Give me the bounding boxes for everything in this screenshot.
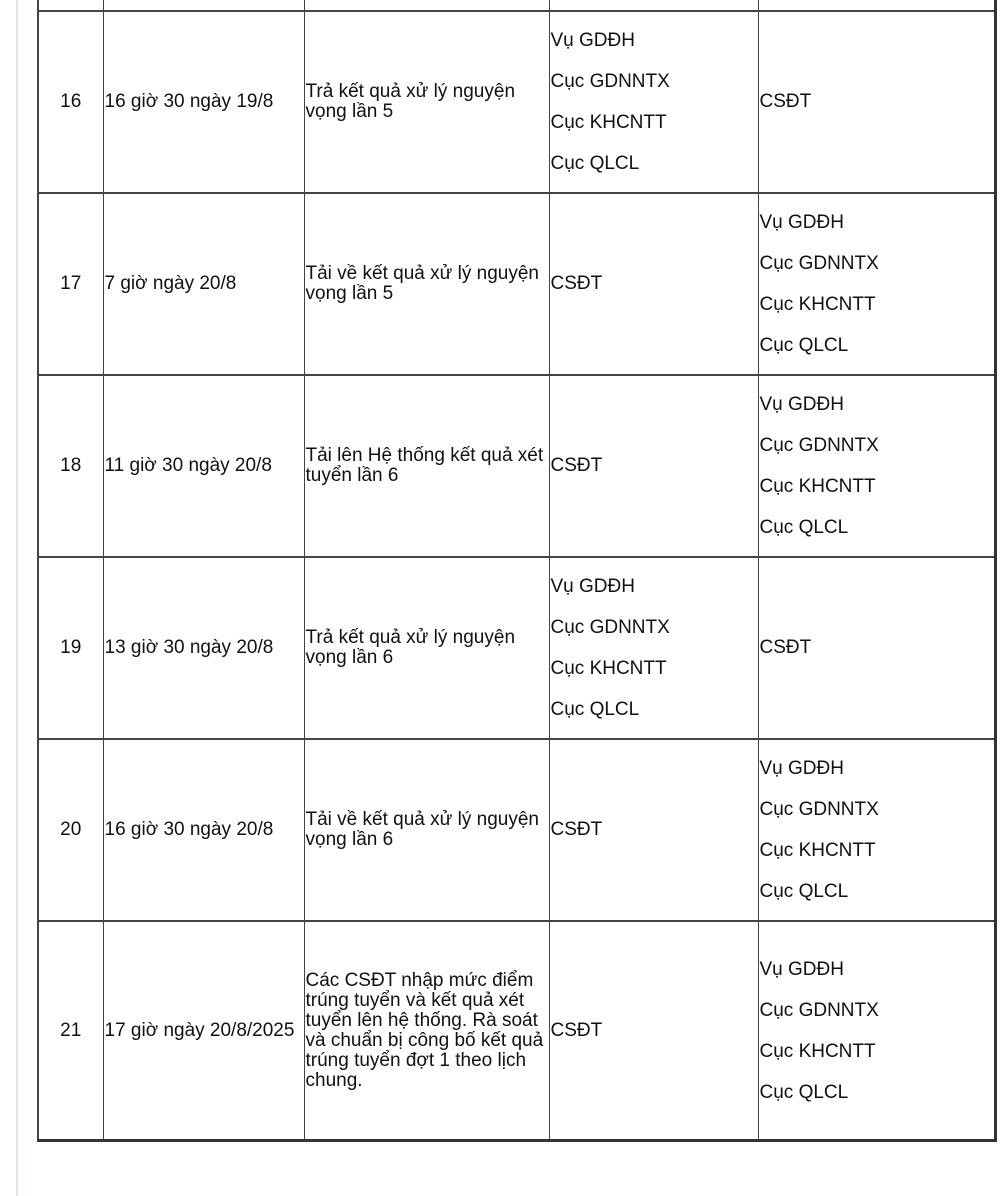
cell-stub bbox=[304, 0, 549, 11]
row-number: 19 bbox=[38, 557, 103, 739]
row-time: 11 giờ 30 ngày 20/8 bbox=[103, 375, 304, 557]
recipient-item: Cục GDNNTX bbox=[759, 253, 879, 274]
row-number: 18 bbox=[38, 375, 103, 557]
row-number: 17 bbox=[38, 193, 103, 375]
row-recipient bbox=[758, 375, 995, 557]
recipient-item: Cục QLCL bbox=[759, 881, 849, 902]
row-task: Tải lên Hệ thống kết quả xét tuyển lần 6 bbox=[304, 375, 549, 557]
cell-stub bbox=[38, 0, 103, 11]
recipient-item: Vụ GDĐH bbox=[759, 212, 844, 233]
table-row bbox=[38, 375, 995, 557]
recipient-item: Cục GDNNTX bbox=[759, 799, 879, 820]
table-row bbox=[38, 193, 995, 375]
table-row-previous-stub bbox=[38, 0, 995, 11]
recipient-item: Cục KHCNTT bbox=[759, 294, 876, 315]
row-time: 13 giờ 30 ngày 20/8 bbox=[103, 557, 304, 739]
row-time: 16 giờ 30 ngày 20/8 bbox=[103, 739, 304, 921]
row-recipient: CSĐT bbox=[758, 557, 995, 739]
performer-item: Cục GDNNTX bbox=[550, 617, 670, 638]
cell-stub bbox=[549, 0, 758, 11]
recipient-item: Cục GDNNTX bbox=[759, 435, 879, 456]
schedule-table-container bbox=[37, 0, 997, 1142]
row-recipient bbox=[758, 739, 995, 921]
cell-stub bbox=[758, 0, 995, 11]
row-performer: CSĐT bbox=[549, 739, 758, 921]
recipient-item: Vụ GDĐH bbox=[759, 758, 844, 779]
table-row bbox=[38, 11, 995, 193]
performer-item: Cục QLCL bbox=[550, 699, 640, 720]
row-number: 20 bbox=[38, 739, 103, 921]
performer-item: Cục KHCNTT bbox=[550, 112, 667, 133]
row-number: 16 bbox=[38, 11, 103, 193]
performer-item: Cục KHCNTT bbox=[550, 658, 667, 679]
recipient-item: Cục KHCNTT bbox=[759, 840, 876, 861]
recipient-item: Cục KHCNTT bbox=[759, 1040, 876, 1062]
table-row bbox=[38, 739, 995, 921]
row-performer: CSĐT bbox=[549, 375, 758, 557]
table-row bbox=[38, 921, 995, 1141]
performer-item: Cục QLCL bbox=[550, 153, 640, 174]
recipient-item: Cục QLCL bbox=[759, 517, 849, 538]
performer-item: Vụ GDĐH bbox=[550, 30, 635, 51]
row-task: Tải về kết quả xử lý nguyện vọng lần 5 bbox=[304, 193, 549, 375]
row-task: Tải về kết quả xử lý nguyện vọng lần 6 bbox=[304, 739, 549, 921]
row-task: Trả kết quả xử lý nguyện vọng lần 6 bbox=[304, 557, 549, 739]
recipient-item: Cục GDNNTX bbox=[759, 999, 879, 1021]
row-performer: CSĐT bbox=[549, 921, 758, 1141]
page-left-edge bbox=[16, 0, 18, 1196]
performer-item: Cục GDNNTX bbox=[550, 71, 670, 92]
row-recipient bbox=[758, 193, 995, 375]
row-performer: CSĐT bbox=[549, 193, 758, 375]
row-recipient: CSĐT bbox=[758, 11, 995, 193]
row-performer bbox=[549, 557, 758, 739]
row-time: 16 giờ 30 ngày 19/8 bbox=[103, 11, 304, 193]
table-row bbox=[38, 557, 995, 739]
schedule-table bbox=[37, 0, 997, 1142]
row-performer bbox=[549, 11, 758, 193]
recipient-item: Vụ GDĐH bbox=[759, 394, 844, 415]
row-recipient bbox=[758, 921, 995, 1141]
recipient-item: Cục KHCNTT bbox=[759, 476, 876, 497]
performer-item: Vụ GDĐH bbox=[550, 576, 635, 597]
row-number: 21 bbox=[38, 921, 103, 1141]
row-task: Trả kết quả xử lý nguyện vọng lần 5 bbox=[304, 11, 549, 193]
cell-stub bbox=[103, 0, 304, 11]
row-time: 7 giờ ngày 20/8 bbox=[103, 193, 304, 375]
recipient-item: Cục QLCL bbox=[759, 335, 849, 356]
recipient-item: Vụ GDĐH bbox=[759, 958, 844, 980]
row-time: 17 giờ ngày 20/8/2025 bbox=[103, 921, 304, 1141]
recipient-item: Cục QLCL bbox=[759, 1081, 849, 1103]
row-task: Các CSĐT nhập mức điểm trúng tuyển và kết quả xét tuyển lên hệ thống. Rà soát và chuẩn bị công bố kết quả trúng tuyển đợt 1 theo lịch chung. bbox=[304, 921, 549, 1141]
